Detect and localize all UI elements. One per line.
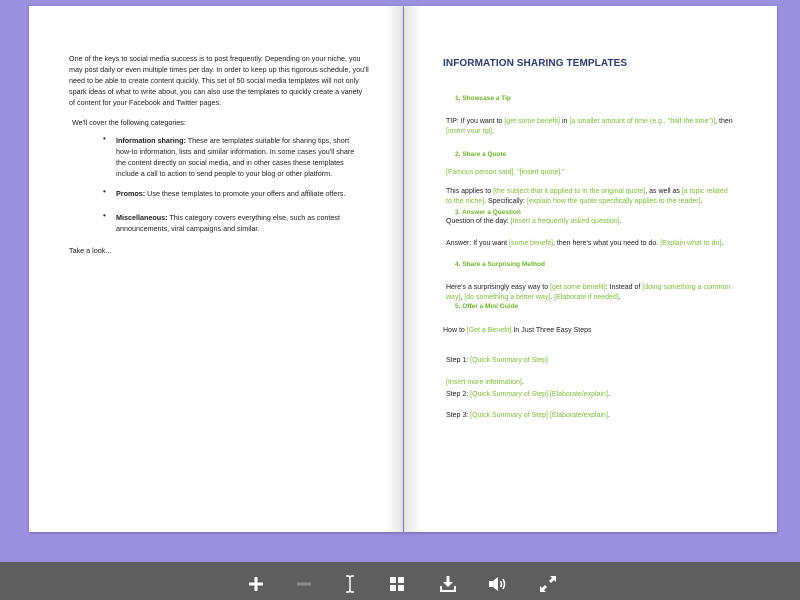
step-1: Step 1: [Quick Summary of Step]	[446, 357, 548, 364]
fullscreen-icon	[539, 575, 557, 593]
text-select-icon	[343, 575, 357, 593]
section-mini-guide: 5. Offer a Mini Guide	[455, 303, 519, 310]
zoom-in-icon	[248, 576, 264, 592]
method-line-2: way], [do something a better way]. [Elaborate if needed].	[446, 294, 621, 301]
insert-more-info: [Insert more information].	[446, 379, 524, 386]
quote-line: [Famous person said], "[insert quote]."	[446, 169, 565, 176]
fullscreen-button[interactable]	[538, 574, 558, 594]
categories-intro: We'll cover the following categories:	[72, 118, 186, 127]
download-button[interactable]	[438, 574, 458, 594]
zoom-out-button[interactable]	[294, 574, 314, 594]
section-surprising-method: 4. Share a Surprising Method	[455, 261, 545, 268]
bullet-information-sharing: Information sharing: These are templates suitable for sharing tips, short how-to information, lists and similar information. In some cases you'll share the content directly on social media, and in other cases these templates include a call to action to send people to your blog or other platform.	[116, 136, 355, 178]
left-page	[29, 6, 403, 532]
section-showcase-tip: 1. Showcase a Tip	[455, 95, 511, 102]
download-icon	[439, 575, 457, 593]
zoom-in-button[interactable]	[246, 574, 266, 594]
thumbnails-icon	[389, 576, 405, 592]
page-gutter-shadow	[385, 6, 403, 532]
answer-line: Answer: If you want [some benefit], then here's what you need to do. [Explain what to do].	[446, 240, 724, 247]
method-line-1: Here's a surprisingly easy way to [get some benefit]: Instead of [doing something a common	[446, 284, 731, 291]
text-select-button[interactable]	[340, 574, 360, 594]
thumbnails-button[interactable]	[387, 574, 407, 594]
section-share-quote: 2. Share a Quote	[455, 151, 507, 158]
sound-button[interactable]	[488, 574, 508, 594]
step-2: Step 2: [Quick Summary of Step] [Elaborate/explain].	[446, 391, 610, 398]
page-gutter-shadow	[404, 6, 422, 532]
page-heading: INFORMATION SHARING TEMPLATES	[443, 58, 628, 69]
sound-icon	[488, 575, 508, 593]
bullet-dot: •	[103, 134, 106, 143]
section-answer-question: 3. Answer a Question	[455, 209, 521, 216]
zoom-out-icon	[296, 576, 312, 592]
tip-line-2: [insert your tip].	[446, 128, 494, 135]
take-a-look: Take a look...	[69, 246, 112, 255]
right-page	[404, 6, 777, 532]
how-to-line: How to [Get a Benefit] In Just Three Easy Steps	[443, 327, 592, 334]
bullet-miscellaneous: Miscellaneous: This category covers everything else, such as contest announcements, viral campaigns and similar.	[116, 213, 340, 233]
intro-paragraph: One of the keys to social media success is to post frequently. Depending on your niche, you may post daily or even multiple times per day. In order to keep up this rigorous schedule, you'll need to be able to create content quickly. This set of 50 social media templates will not only spark ideas of what to write about, you can also use the templates to quickly create a variety of content for your Facebook and Twitter pages.	[69, 54, 369, 107]
applies-line-1: This applies to [the subject that it applied to in the original quote], as well as [a topic related	[446, 188, 728, 195]
bullet-dot: •	[103, 211, 106, 220]
bullet-promos: Promos: Use these templates to promote your offers and affiliate offers.	[116, 189, 346, 198]
step-3: Step 3: [Quick Summary of Step] [Elaborate/explain].	[446, 412, 610, 419]
applies-line-2: to the niche]. Specifically: [explain how the quote specifically applies to the reader].	[446, 198, 703, 205]
question-of-day: Question of the day: [Insert a frequently asked question].	[446, 218, 622, 225]
viewer-toolbar	[0, 562, 800, 600]
tip-line-1: TIP: If you want to [get some benefit] in [a smaller amount of time (e.g., "half the time")], then	[446, 118, 733, 125]
bullet-dot: •	[103, 187, 106, 196]
